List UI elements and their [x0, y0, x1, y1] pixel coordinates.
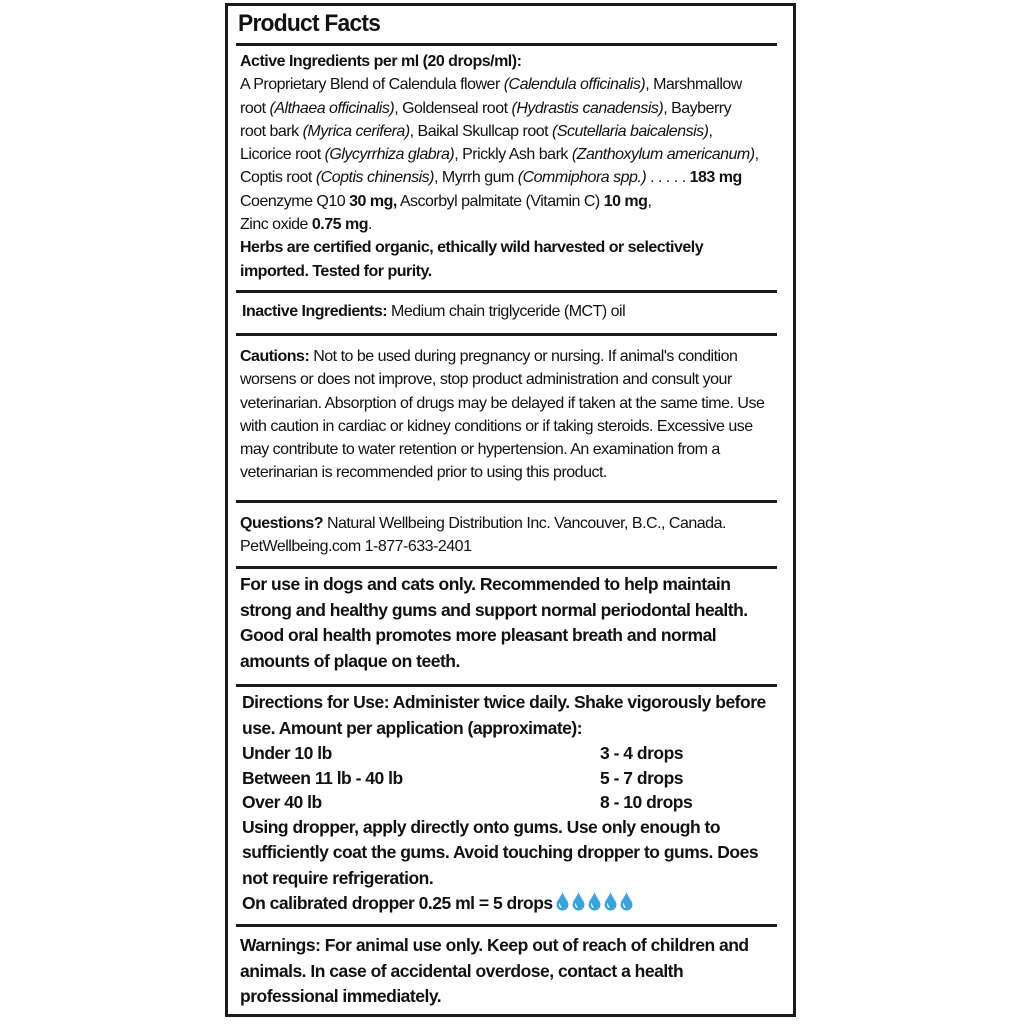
organic-statement: Herbs are certified organic, ethically wild harvested or selectively imported. Tested for purity.: [240, 239, 704, 280]
water-drop-icon: [587, 891, 602, 911]
divider: [236, 684, 777, 687]
active-line-2: root (Althaea officinalis), Goldenseal root (Hydrastis canadensis), Bayberry: [240, 99, 732, 117]
contact-line: PetWellbeing.com 1-877-633-2401: [240, 538, 472, 556]
application-instructions: Using dropper, apply directly onto gums. Use only enough to sufficiently coat the gums. Avoid touching dropper to gums. Does not require refrigeration.: [242, 816, 759, 888]
drops-icon-group: [555, 891, 635, 919]
active-ingredients-section: [240, 50, 788, 283]
questions-section: Questions? Natural Wellbeing Distribution Inc. Vancouver, B.C., Canada. PetWellbeing.com 1-877-633-2401: [240, 512, 788, 559]
directions-section: [242, 690, 772, 919]
divider: [236, 333, 777, 336]
divider: [236, 566, 777, 569]
dose-row: Over 40 lb 8 - 10 drops: [242, 792, 693, 812]
active-line-7: Zinc oxide 0.75 mg.: [240, 216, 372, 234]
warnings-section: Warnings: For animal use only. Keep out of reach of children and animals. In case of accidental overdose, contact a health professional immediately.: [240, 935, 749, 1006]
water-drop-icon: [603, 891, 618, 911]
divider: [236, 290, 777, 293]
blend-amount: 183 mg: [689, 169, 742, 187]
page-title: Product Facts: [238, 10, 381, 37]
questions-label: Questions?: [240, 515, 324, 532]
water-drop-icon: [555, 891, 570, 911]
directions-intro: Directions for Use: Administer twice daily. Shake vigorously before use. Amount per application (approximate):: [242, 692, 766, 738]
cautions-section: Cautions: Not to be used during pregnancy or nursing. If animal's condition worsens or does not improve, stop product administration and consult your veterinarian. Absorption of drugs may be delayed if taken at the same time. Use with caution in cardiac or kidney conditions or if taking steroids. Excessive use may contribute to water retention or hypertension. An examination from a veterinarian is recommended prior to using this product.: [240, 348, 765, 482]
cautions-label: Cautions:: [240, 348, 310, 365]
divider: [236, 924, 777, 927]
active-line-6: Coenzyme Q10 30 mg, Ascorbyl palmitate (Vitamin C) 10 mg,: [240, 192, 652, 210]
inactive-ingredients: Inactive Ingredients: Medium chain triglyceride (MCT) oil: [242, 303, 626, 320]
calibrated-dropper-line: On calibrated dropper 0.25 ml = 5 drops: [242, 891, 772, 919]
water-drop-icon: [571, 891, 586, 911]
divider: [236, 43, 777, 46]
use-statement: For use in dogs and cats only. Recommended to help maintain strong and healthy gums and support normal periodontal health. Good oral health promotes more pleasant breath and normal amounts of plaque on teeth.: [240, 574, 748, 671]
active-line-5: Coptis root (Coptis chinensis), Myrrh gum (Commiphora spp.) . . . . . 183 mg: [240, 169, 742, 187]
dose-row: Under 10 lb 3 - 4 drops: [242, 743, 683, 763]
divider: [236, 500, 777, 503]
active-ingredients-heading: Active Ingredients per ml (20 drops/ml):: [240, 53, 522, 70]
water-drop-icon: [619, 891, 634, 911]
active-line-3: root bark (Myrica cerifera), Baikal Skullcap root (Scutellaria baicalensis),: [240, 122, 713, 140]
active-line-1: A Proprietary Blend of Calendula flower (Calendula officinalis), Marshmallow: [240, 76, 742, 94]
dose-row: Between 11 lb - 40 lb 5 - 7 drops: [242, 767, 683, 788]
active-line-4: Licorice root (Glycyrrhiza glabra), Prickly Ash bark (Zanthoxylum americanum),: [240, 146, 759, 164]
